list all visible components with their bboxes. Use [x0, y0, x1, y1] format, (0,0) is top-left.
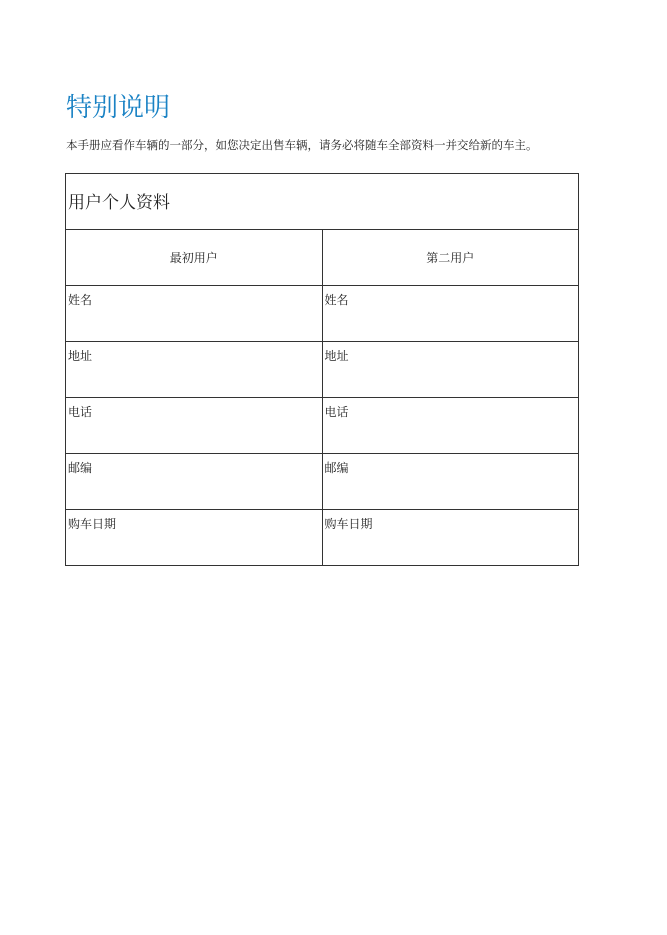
- field-cell-first-owner[interactable]: [66, 510, 323, 566]
- field-label-name: 姓名: [324, 293, 349, 307]
- field-cell-first-owner[interactable]: [66, 454, 323, 510]
- field-cell-second-owner[interactable]: [322, 398, 579, 454]
- table-row: [66, 342, 579, 398]
- column-header-row: [66, 230, 579, 286]
- table-heading: 用户个人资料: [68, 193, 170, 213]
- field-label-purchase-date: 购车日期: [68, 517, 117, 531]
- field-cell-first-owner[interactable]: [66, 398, 323, 454]
- field-label-phone: 电话: [324, 405, 349, 419]
- field-label-postcode: 邮编: [68, 461, 93, 475]
- page-title: 特别说明: [66, 93, 171, 123]
- field-cell-first-owner[interactable]: [66, 342, 323, 398]
- table-heading-cell: [66, 174, 579, 230]
- field-cell-first-owner[interactable]: [66, 286, 323, 342]
- column-header-second-owner: 第二用户: [322, 230, 579, 286]
- table-heading-row: [66, 174, 579, 230]
- field-label-postcode: 邮编: [324, 461, 349, 475]
- table-row: [66, 510, 579, 566]
- column-header-first-owner: 最初用户: [66, 230, 323, 286]
- field-label-address: 地址: [324, 349, 349, 363]
- owner-info-table: [65, 173, 579, 566]
- table-row: [66, 454, 579, 510]
- field-cell-second-owner[interactable]: [322, 342, 579, 398]
- field-cell-second-owner[interactable]: [322, 454, 579, 510]
- field-cell-second-owner[interactable]: [322, 286, 579, 342]
- table-row: [66, 398, 579, 454]
- field-label-purchase-date: 购车日期: [324, 517, 373, 531]
- intro-paragraph: 本手册应看作车辆的一部分，如您决定出售车辆，请务必将随车全部资料一并交给新的车主。: [66, 138, 538, 152]
- field-label-address: 地址: [68, 349, 93, 363]
- table-row: [66, 286, 579, 342]
- field-cell-second-owner[interactable]: [322, 510, 579, 566]
- field-label-phone: 电话: [68, 405, 93, 419]
- field-label-name: 姓名: [68, 293, 93, 307]
